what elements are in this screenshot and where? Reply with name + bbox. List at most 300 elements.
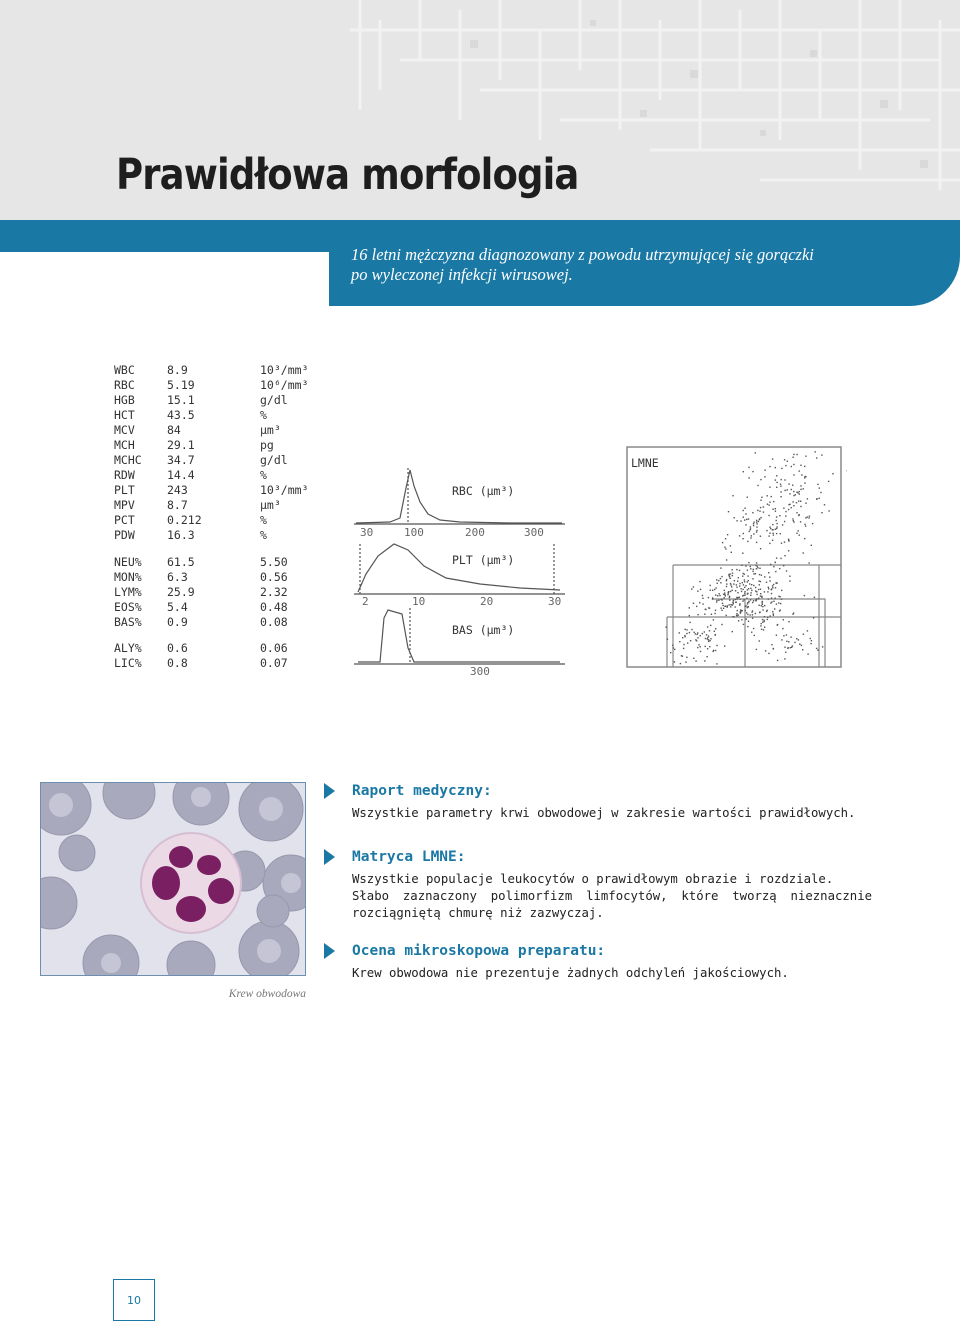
arrow-icon: [324, 943, 335, 959]
scatter-dot: [767, 617, 768, 618]
scatter-dot: [697, 647, 698, 648]
scatter-dot: [780, 558, 781, 559]
param-value: 243: [167, 483, 188, 497]
scatter-dot: [772, 524, 773, 525]
scatter-dot: [796, 502, 797, 503]
scatter-dot: [750, 592, 751, 593]
scatter-dot: [779, 596, 780, 597]
param-value: 5.19: [167, 378, 195, 392]
param-value: 14.4: [167, 468, 195, 482]
scatter-dot: [726, 559, 727, 560]
scatter-dot: [764, 591, 765, 592]
scatter-dot: [771, 589, 772, 590]
scatter-dot: [752, 512, 753, 513]
param-name: MPV: [114, 498, 135, 512]
scatter-dot: [741, 565, 742, 566]
scatter-dot: [719, 593, 720, 594]
scatter-dot: [798, 500, 799, 501]
scatter-dot: [757, 567, 758, 568]
scatter-dot: [732, 590, 733, 591]
param-name: ALY%: [114, 641, 142, 655]
section-text: [352, 965, 872, 982]
param-name: PDW: [114, 528, 135, 542]
scatter-dot: [762, 606, 763, 607]
scatter-dot: [747, 497, 748, 498]
scatter-dot: [755, 452, 756, 453]
scatter-dot: [755, 600, 756, 601]
scatter-dot: [810, 638, 811, 639]
scatter-dot: [799, 535, 800, 536]
scatter-dot: [700, 635, 701, 636]
scatter-dot: [784, 658, 785, 659]
scatter-dot: [740, 612, 741, 613]
scatter-dot: [737, 592, 738, 593]
report-section: [324, 940, 884, 982]
scatter-dot: [793, 474, 794, 475]
scatter-dot: [753, 525, 754, 526]
scatter-dot: [713, 619, 714, 620]
scatter-dot: [694, 632, 695, 633]
scatter-dot: [799, 644, 800, 645]
scatter-dot: [742, 538, 743, 539]
scatter-dot: [730, 578, 731, 579]
scatter-dot: [734, 580, 735, 581]
scatter-dot: [702, 603, 703, 604]
scatter-dot: [743, 595, 744, 596]
scatter-dot: [781, 599, 782, 600]
scatter-dot: [756, 649, 757, 650]
scatter-dot: [773, 601, 774, 602]
scatter-dot: [764, 616, 765, 617]
scatter-dot: [773, 648, 774, 649]
scatter-dot: [772, 509, 773, 510]
scatter-dot: [775, 467, 776, 468]
scatter-dot: [754, 635, 755, 636]
plt-tick: 30: [548, 595, 562, 608]
scatter-dot: [743, 510, 744, 511]
scatter-dot: [803, 552, 804, 553]
scatter-dot: [787, 648, 788, 649]
scatter-dot: [746, 612, 747, 613]
scatter-dot: [743, 517, 744, 518]
scatter-dot: [767, 619, 768, 620]
scatter-dot: [763, 629, 764, 630]
param-name: MCV: [114, 423, 135, 437]
scatter-dot: [775, 571, 776, 572]
scatter-dot: [801, 474, 802, 475]
scatter-dot: [805, 456, 806, 457]
scatter-dot: [721, 576, 722, 577]
scatter-dot: [793, 464, 794, 465]
scatter-dot: [765, 650, 766, 651]
scatter-dot: [749, 614, 750, 615]
param-value: 25.9: [167, 585, 195, 599]
scatter-dot: [790, 647, 791, 648]
scatter-dot: [715, 587, 716, 588]
scatter-dot: [771, 496, 772, 497]
scatter-dot: [763, 511, 764, 512]
scatter-dot: [750, 588, 751, 589]
scatter-dot: [813, 617, 814, 618]
scatter-dot: [739, 604, 740, 605]
scatter-dot: [780, 486, 781, 487]
matrix-label: LMNE: [631, 456, 659, 470]
rbc-tick: 100: [404, 526, 424, 539]
scatter-dot: [768, 515, 769, 516]
page-number: 10: [113, 1279, 155, 1321]
scatter-dot: [756, 531, 757, 532]
scatter-dot: [724, 590, 725, 591]
scatter-dot: [699, 581, 700, 582]
scatter-dot: [775, 479, 776, 480]
scatter-dot: [804, 595, 805, 596]
scatter-dot: [760, 479, 761, 480]
scatter-dot: [707, 637, 708, 638]
scatter-dot: [731, 569, 732, 570]
scatter-dot: [769, 527, 770, 528]
scatter-dot: [775, 562, 776, 563]
scatter-dot: [752, 578, 753, 579]
scatter-dot: [760, 581, 761, 582]
scatter-dot: [756, 568, 757, 569]
scatter-dot: [762, 609, 763, 610]
scatter-dot: [729, 604, 730, 605]
scatter-dot: [744, 581, 745, 582]
scatter-dot: [726, 586, 727, 587]
param-unit: µm³: [260, 498, 281, 512]
scatter-dot: [804, 538, 805, 539]
scatter-dot: [761, 623, 762, 624]
scatter-dot: [776, 482, 777, 483]
scatter-dot: [759, 584, 760, 585]
section-line: Słabo zaznaczony polimorfizm limfocytów, które tworzą nieznacznie rozciągniętą chmurę niż zazwyczaj.: [352, 889, 872, 920]
scatter-dot: [720, 567, 721, 568]
scatter-dot: [796, 638, 797, 639]
scatter-dot: [724, 547, 725, 548]
scatter-dot: [804, 482, 805, 483]
scatter-dot: [723, 608, 724, 609]
scatter-dot: [743, 573, 744, 574]
scatter-dot: [756, 530, 757, 531]
scatter-dot: [785, 652, 786, 653]
scatter-dot: [796, 512, 797, 513]
scatter-dot: [776, 520, 777, 521]
scatter-dot: [799, 493, 800, 494]
scatter-dot: [747, 570, 748, 571]
scatter-dot: [822, 646, 823, 647]
scatter-dot: [665, 626, 666, 627]
scatter-dot: [767, 504, 768, 505]
scatter-dot: [815, 451, 816, 452]
scatter-dot: [683, 648, 684, 649]
scatter-dot: [784, 541, 785, 542]
scatter-dot: [720, 578, 721, 579]
scatter-dot: [772, 529, 773, 530]
scatter-dot: [756, 520, 757, 521]
scatter-dot: [772, 540, 773, 541]
section-line: Krew obwodowa nie prezentuje żadnych odchyleń jakościowych.: [352, 966, 789, 980]
scatter-dot: [769, 466, 770, 467]
scatter-dot: [682, 637, 683, 638]
scatter-dot: [748, 588, 749, 589]
param-name: MCHC: [114, 453, 142, 467]
scatter-dot: [791, 647, 792, 648]
scatter-dot: [770, 528, 771, 529]
plt-tick: 20: [480, 595, 494, 608]
scatter-dot: [759, 640, 760, 641]
scatter-dot: [753, 585, 754, 586]
scatter-dot: [788, 621, 789, 622]
scatter-dot: [763, 620, 764, 621]
scatter-dot: [700, 651, 701, 652]
scatter-dot: [699, 602, 700, 603]
scatter-dot: [795, 494, 796, 495]
scatter-dot: [780, 533, 781, 534]
param-name: HCT: [114, 408, 135, 422]
scatter-dot: [760, 500, 761, 501]
scatter-dot: [783, 619, 784, 620]
scatter-dot: [775, 511, 776, 512]
scatter-dot: [772, 611, 773, 612]
scatter-dot: [784, 479, 785, 480]
scatter-dot: [747, 607, 748, 608]
scatter-dot: [709, 646, 710, 647]
scatter-dot: [780, 603, 781, 604]
scatter-dot: [736, 597, 737, 598]
scatter-dot: [788, 550, 789, 551]
scatter-dot: [690, 640, 691, 641]
param-value: 61.5: [167, 555, 195, 569]
scatter-dot: [714, 589, 715, 590]
scatter-dot: [816, 498, 817, 499]
scatter-dot: [800, 501, 801, 502]
scatter-dot: [746, 618, 747, 619]
scatter-dot: [707, 626, 708, 627]
scatter-dot: [789, 493, 790, 494]
scatter-dot: [817, 484, 818, 485]
decorative-pattern: [0, 0, 960, 252]
scatter-dot: [777, 660, 778, 661]
scatter-dot: [803, 634, 804, 635]
scatter-dot: [776, 523, 777, 524]
scatter-dot: [739, 535, 740, 536]
scatter-dot: [786, 570, 787, 571]
scatter-dot: [748, 518, 749, 519]
scatter-dot: [687, 642, 688, 643]
scatter-dot: [743, 584, 744, 585]
scatter-dot: [732, 616, 733, 617]
scatter-dot: [792, 485, 793, 486]
param-unit: 10⁶/mm³: [260, 378, 309, 392]
scatter-dot: [751, 632, 752, 633]
scatter-dot: [783, 565, 784, 566]
scatter-dot: [697, 637, 698, 638]
scatter-dot: [766, 611, 767, 612]
scatter-dot: [743, 533, 744, 534]
scatter-dot: [720, 608, 721, 609]
scatter-dot: [725, 548, 726, 549]
scatter-dot: [708, 597, 709, 598]
scatter-dot: [793, 505, 794, 506]
scatter-dot: [757, 485, 758, 486]
scatter-dot: [778, 602, 779, 603]
scatter-dot: [747, 581, 748, 582]
scatter-dot: [674, 661, 675, 662]
scatter-dot: [753, 600, 754, 601]
scatter-dot: [758, 521, 759, 522]
scatter-dot: [773, 534, 774, 535]
scatter-dot: [775, 587, 776, 588]
scatter-dot: [739, 599, 740, 600]
scatter-dot: [775, 598, 776, 599]
scatter-dot: [710, 585, 711, 586]
scatter-dot: [762, 602, 763, 603]
scatter-dot: [755, 590, 756, 591]
param-name: MON%: [114, 570, 142, 584]
param-name: RDW: [114, 468, 135, 482]
param-unit: pg: [260, 438, 274, 452]
scatter-dot: [732, 575, 733, 576]
scatter-dot: [772, 533, 773, 534]
scatter-dot: [801, 645, 802, 646]
scatter-dot: [695, 633, 696, 634]
param-value: 16.3: [167, 528, 195, 542]
scatter-dot: [768, 598, 769, 599]
scatter-dot: [761, 596, 762, 597]
scatter-dot: [751, 535, 752, 536]
scatter-dot: [764, 621, 765, 622]
scatter-dot: [743, 624, 744, 625]
scatter-dot: [706, 656, 707, 657]
scatter-dot: [756, 542, 757, 543]
param-unit: %: [260, 513, 267, 527]
scatter-dot: [753, 573, 754, 574]
scatter-dot: [697, 591, 698, 592]
scatter-dot: [803, 488, 804, 489]
scatter-dot: [741, 591, 742, 592]
bas-label: BAS (µm³): [452, 623, 515, 637]
scatter-dot: [691, 588, 692, 589]
scatter-dot: [762, 604, 763, 605]
scatter-dot: [726, 579, 727, 580]
scatter-dot: [744, 587, 745, 588]
scatter-dot: [747, 603, 748, 604]
scatter-dot: [768, 587, 769, 588]
scatter-dot: [686, 657, 687, 658]
scatter-dot: [816, 457, 817, 458]
scatter-dot: [742, 610, 743, 611]
scatter-dot: [727, 534, 728, 535]
param-unit: 10³/mm³: [260, 363, 309, 377]
scatter-dot: [792, 518, 793, 519]
scatter-dot: [760, 517, 761, 518]
scatter-dot: [748, 467, 749, 468]
scatter-dot: [684, 635, 685, 636]
scatter-dot: [744, 594, 745, 595]
scatter-dot: [750, 566, 751, 567]
scatter-dot: [760, 625, 761, 626]
scatter-dot: [744, 508, 745, 509]
scatter-dot: [793, 491, 794, 492]
param-unit: %: [260, 408, 267, 422]
scatter-dot: [798, 515, 799, 516]
scatter-dot: [762, 622, 763, 623]
scatter-dot: [814, 597, 815, 598]
scatter-dot: [672, 645, 673, 646]
report-section: [324, 846, 884, 940]
scatter-dot: [752, 618, 753, 619]
scatter-dot: [776, 528, 777, 529]
scatter-dot: [716, 579, 717, 580]
scatter-dot: [764, 605, 765, 606]
scatter-dot: [788, 483, 789, 484]
param-value: 29.1: [167, 438, 195, 452]
scatter-dot: [730, 591, 731, 592]
scatter-dot: [736, 615, 737, 616]
scatter-dot: [748, 562, 749, 563]
scatter-dot: [769, 533, 770, 534]
neutrophil-illustration: [41, 783, 305, 975]
scatter-dot: [774, 608, 775, 609]
scatter-dot: [739, 603, 740, 604]
param-value: 6.3: [167, 570, 188, 584]
scatter-dot: [724, 606, 725, 607]
scatter-dot: [783, 635, 784, 636]
scatter-dot: [785, 515, 786, 516]
scatter-dot: [704, 614, 705, 615]
scatter-dot: [714, 634, 715, 635]
param-value: 0.8: [167, 656, 188, 670]
scatter-dot: [748, 601, 749, 602]
scatter-dot: [742, 576, 743, 577]
scatter-dot: [730, 604, 731, 605]
scatter-dot: [727, 605, 728, 606]
param-value: 43.5: [167, 408, 195, 422]
scatter-dot: [792, 645, 793, 646]
scatter-dot: [742, 582, 743, 583]
param-name: MCH: [114, 438, 135, 452]
scatter-dot: [771, 601, 772, 602]
scatter-dot: [773, 501, 774, 502]
scatter-dot: [735, 606, 736, 607]
scatter-dot: [793, 521, 794, 522]
scatter-dot: [725, 595, 726, 596]
scatter-dot: [702, 598, 703, 599]
scatter-dot: [779, 515, 780, 516]
scatter-dot: [820, 492, 821, 493]
scatter-dot: [776, 475, 777, 476]
param-absolute: 0.48: [260, 600, 288, 614]
scatter-dot: [748, 580, 749, 581]
scatter-dot: [710, 638, 711, 639]
matrix-frame: [627, 447, 841, 667]
scatter-dot: [759, 511, 760, 512]
scatter-dot: [742, 589, 743, 590]
scatter-dot: [819, 487, 820, 488]
matrix-scatter: [665, 445, 847, 665]
scatter-dot: [726, 583, 727, 584]
scatter-dot: [761, 575, 762, 576]
section-heading: Ocena mikroskopowa preparatu:: [352, 943, 606, 959]
scatter-dot: [674, 649, 675, 650]
scatter-dot: [745, 524, 746, 525]
scatter-dot: [791, 507, 792, 508]
scatter-dot: [753, 533, 754, 534]
scatter-dot: [745, 585, 746, 586]
case-description: [351, 245, 951, 285]
arrow-icon: [324, 849, 335, 865]
scatter-dot: [752, 614, 753, 615]
